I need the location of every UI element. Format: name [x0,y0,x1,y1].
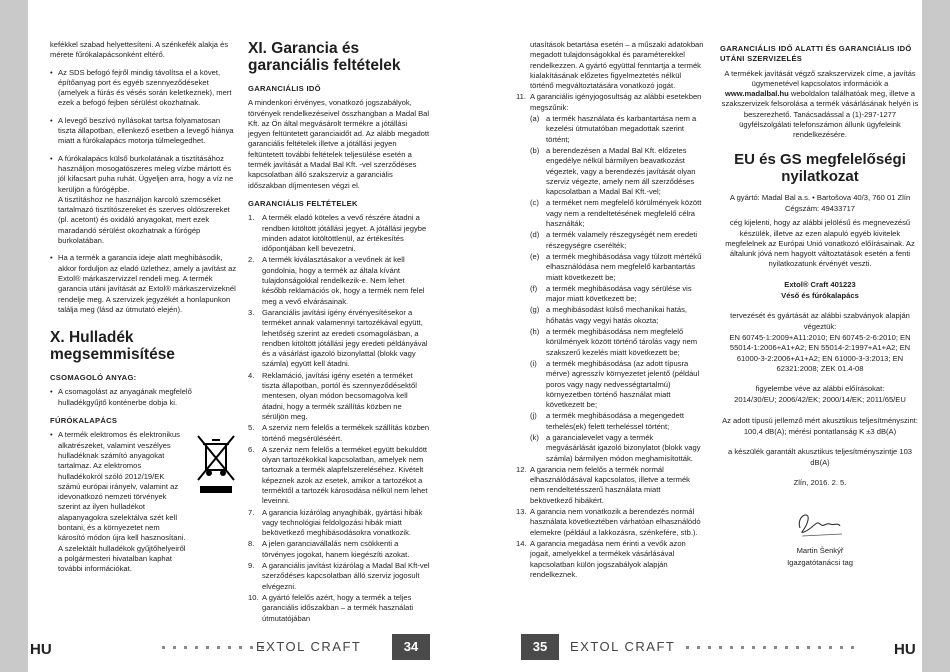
weee-bin-icon [194,432,238,498]
place-date: Zlín, 2016. 2. 5. [793,477,847,487]
exclusion-item: (b) a berendezésen a Madal Bal Kft. előzetes engedélye nélkül bármilyen beavatkozást végeztek, vagy a berendezés javítását olyan szerviz végezte, amely nem áll szerződéses kapcsolatban a Madal Bal Kft.-vel; [530,145,696,197]
heading-packaging: CSOMAGOLÓ ANYAG: [50,373,137,383]
declaration-text: cég kijelenti, hogy az alábbi jelölésű és megnevezésű készülék, illetve az ezen alapuló egyéb kivitelek megfelelnek az Európai Unió vonatkozó előírásainak. Az általunk jóvá nem hagyott változtatások esetén a fenti nyilatkozatunk érvényét veszti. [725,218,915,269]
exclusion-item: (c) a terméket nem megfelelő körülmények között vagy nem a rendeltetésének megfelelő célra használták; [530,198,702,229]
heading-service: GARANCIÁLIS IDŐ ALATTI ÉS GARANCIÁLIS IDŐ UTÁNI SZERVIZELÉS [720,44,912,64]
condition-item: 8. A jelen garanciavállalás nem csökkenti a törvényes jogokat, hanem kiegészíti azokat. [248,539,410,559]
bullet-service: • Ha a termék a garancia ideje alatt meghibásodik, akkor forduljon az eladó üzlethez, amely a javítást az Extol® márkaszervizzel rendeli meg. A termék garancia utáni javítását az Extol® márkaszervizeknél rendelje meg. A szervizek jegyzékét a honlapunkon találja meg (lásd az útmutató elején). [50,253,238,315]
condition-item: 1. A termék eladó köteles a vevő részére átadni a rendben kitöltött jótállási jegyet. A jótállási jegybe minden adatot kitöltöttlenül, az értékesítés időpontjában kell bevezetni. [248,213,427,254]
condition-item: 11. A garanciális igényjogosultság az alábbi esetekben megszűnik: [516,92,702,112]
condition-item: 7. A garancia kizárólag anyaghibák, gyártási hibák vagy technológiai feldolgozási hibák miatt bekövetkező meghibásodásokra vonatkozik. [248,507,423,538]
noise-level-label: Az adott típusú jellemző mért akusztikus teljesítményszint: [722,415,918,425]
directives-list: 2014/30/EU; 2006/42/EK; 2000/14/EK; 2011/65/EU [734,395,906,405]
heading-drill: FÚRÓKALAPÁCS [50,416,118,426]
condition-item: 9. A garanciális javítást kizárólag a Madal Bal Kft-vel szerződéses kapcsolatban álló szerviz jogosult elvégezni. [248,561,430,591]
signer-name: Martin Šenkýř [796,546,844,556]
exclusion-item: (h) a termék meghibásodása nem megfelelő körülmények között történő tárolás vagy nem szakszerű kezelés miatt következett be; [530,327,698,357]
exclusion-item: (d) a termék valamely részegységét nem eredeti részegységre cserélték; [530,230,698,250]
exclusion-item: (i) a termék meghibásodása (az adott típusra mérve) agresszív környezetet jelentő (például poros vagy nagy nedvességtartalmú) környezetben történő használat miatt következett be; [530,358,700,410]
right-gutter [922,0,950,672]
directives-intro: figyelembe véve az alábbi előírásokat: [755,384,885,394]
warranty-period-text: A mindenkori érvényes, vonatkozó jogszabályok, törvények rendelkezéseivel összhangban a Madal Bal Kft. az Ön által megvásárolt termékre a jótállási jegyen feltüntetett garanciaidőt ad. Az alább megadott garanciális feltételek illetve a jótállási jegyen feltüntetett további feltételek teljesülése esetén a termék javítását a Madal Bal Kft. -vel szerződéses kapcsolatban álló szakszerviz a garanciális időszakban díjmentesen végzi el. [248,98,430,190]
column-2 [248,40,430,625]
footer-dots-left [162,646,264,652]
noise-level-value: 100,4 dB(A); mérési pontatlanság K ±3 dB(A) [743,427,897,437]
manufacturer: A gyártó: Madal Bal a.s. • Bartošova 40/3, 760 01 Zlín [729,192,911,202]
exclusion-item: (g) a meghibásodást külső mechanikai hatás, hőhatás vagy vegyi hatás okozta; [530,305,687,325]
heading-warranty-conditions: GARANCIÁLIS FELTÉTELEK [248,198,358,208]
column-1 [50,40,238,581]
condition-item: 14. A garancia megadása nem érinti a vevők azon jogait, amelyekkel a termékek vásárlásával kapcsolatban külön jogszabályok alapján rendelkeznek. [516,538,686,579]
left-gutter [0,0,28,672]
signer-role: Igazgatótanácsi tag [787,557,853,567]
heading-conformity: EU és GS megfelelőségi nyilatkozat [734,150,906,185]
service-text: A termékek javítását végző szakszervizek címe, a javítás ügymenetével kapcsolatos információk a www.madalbal.hu weboldalon találhatóak meg, illetve a szakszervizek felsorolása a termék vásárlásának helyén is beszerezhető. Tanácsadással a (1)-297-1277 ügyfélszolgálati telefonszámon állunk ügyfeleink rendelkezésére. [721,68,919,140]
page-number-right: 35 [521,634,559,660]
exclusion-item: (a) a termék használata és karbantartása nem a kezelési útmutatóban megadottak szerint történt; [530,114,697,144]
standards-intro: tervezését és gyártását az alábbi szabványok alapján végeztük: [730,311,910,331]
condition-item: 2. A termék kiválasztásakor a vevőnek át kell gondolnia, hogy a termék az általa kívánt tulajdonságokkal rendelkezik-e. Nem lehet később reklamációs ok, hogy a termék nem felel meg a vevő elvárásainak. [248,255,425,306]
condition-item: 10. A gyártó felelős azért, hogy a termék a teljes garanciális időszakban – a termék használati útmutatójában [248,592,414,623]
exclusion-list [516,114,704,464]
footer-dots-right [686,646,854,652]
column-3 [516,40,704,581]
bullet-clean: • A fúrókalapács külső burkolatának a tisztításához használjon mosogatószeres meleg vízbe mártott és jól kifacsart puha ruhát. Ügyeljen arra, hogy a víz ne kerüljön a fúrógépbe. A tisztításhoz ne használjon karcoló szemcséket tartalmazó tisztítószereket és szerves oldószereket (pl. acetont) és oxidáló anyagokat, mert ezek maradandó sérülést okozhatnak a fúrógép burkolatában. [50,154,238,247]
page-number-left: 34 [392,634,430,660]
heading-warranty-period: GARANCIÁLIS IDŐ [248,84,321,93]
condition-item: 12. A garancia nem felelős a termék normál elhasználódásával kapcsolatos, illetve a termék nem rendeltetésszerű használata miatt bekövetkező hibákért. [516,464,690,505]
website-link[interactable]: www.madalbal.hu [724,89,789,99]
brand-logo-left: EXTOL CRAFT [256,639,362,654]
guaranteed-noise: a készülék garantált akusztikus teljesítményszintje 103 dB(A) [727,447,913,467]
language-label-right: HU [894,641,916,658]
condition-item: 13. A garancia nem vonatkozik a berendezés normál használata következtében várhatóan elhasználódó elemekre (például a lakkozásra, szénkefére, stb.). [516,507,701,537]
signature-image [780,502,860,542]
product-model: Extol® Craft 401223 [784,279,856,289]
exclusion-item: (j) a termék meghibásodása a megengedett terhelés(ek) felett terheléssel történt; [530,411,685,431]
column-4 [720,40,920,569]
product-name: Véső és fúrókalapács [781,291,859,301]
bullet-sds: • Az SDS befogó fejről mindig távolítsa el a követ, építőanyag port és egyéb szennyeződéseket (amelyek a fúrás és vésés során keletkeznek), mert ezek a befogó fejben sérülést okozhatnak. [50,68,238,109]
exclusion-item: (e) a termék meghibásodása vagy túlzott mértékű elhasználódása nem megfelelő karbantartás miatt következett be; [530,251,702,282]
heading-warranty: XI. Garancia és garanciális feltételek [248,40,401,74]
bullet-air: • A levegő beszívó nyílásokat tartsa folyamatosan tiszta állapotban, ellenkező esetben a levegő hiánya miatt a fúrókalapács motorja túlmelegedhet. [50,116,238,147]
brand-logo-right: EXTOL CRAFT [570,639,676,654]
bullet-drill-waste: • A termék elektromos és elektronikus alkatrészeket, valamint veszélyes hulladéknak számító anyagokat tartalmaz. Az elektromos hulladékokról szóló 2012/19/EK számú európai irányelv, valamint az idevonatkozó nemzeti törvények szerint az ilyen hulladékot alapanyagokra szelektálva szét kell bontani, és a környezetet nem károsító módon újra kell hasznosítani. A szelektált hulladékok gyűjtőhelyeiről a polgármesteri hivatalban kaphat további információkat. [50,430,186,574]
language-label-left: HU [30,641,52,658]
standards-list: EN 60745-1:2009+A11:2010; EN 60745-2-6:2010; EN 55014-1:2006+A1+A2; EN 55014-2:1997+A1+A2; EN 61000-3-2:2006+A1+A2; EN 61000-3-3:2013; EN 62321:2008; ZEK 01.4-08 [729,332,911,373]
intro-text: kefékkel szabad helyettesíteni. A szénkefék alakja és mérete fűrókalapácsonként eltérő. [50,40,229,60]
exclusion-item: (f) a termék meghibásodása vagy sérülése vis major miatt következett be; [530,283,692,304]
heading-waste: X. Hulladék megsemmisítése [50,329,175,364]
company-id: Cégszám: 49433717 [784,203,856,213]
bullet-packaging: • A csomagolást az anyagának megfelelő hulladékgyűjtő konténerbe dobja ki. [50,387,238,408]
condition-item: 4. Reklamáció, javítási igény esetén a terméket tiszta állapotban, portól és szennyeződésektől mentesen, olyan módon becsomagolva kell átadni, hogy a termék szállítás közben ne sérüljön meg. [248,370,417,421]
condition-item: 6. A szerviz nem felelős a terméket együtt bekuldött olyan tartozékokkal kapcsolatban, amelyek nem tartoznak a termék alapfelszereléséhez. Kivételt képeznek azok az esetek, amikor a tartozékot a terméktől a tartozék károsodása nélkül nem lehet leveinni. [248,444,428,506]
condition-item: 5. A szerviz nem felelős a termékek szállítás közben történő megsérüléséért. [248,423,430,443]
condition-item: 3. Garanciális javítási igény érvényesítésekor a terméket annak valamennyi tartozékával együtt, lehetőség szerint az eredeti csomagolásban, a rendben kitöltött jótállási jegy eredeti példányával és a vásárlást igazoló bizonylattal (blokk vagy számla) együtt kell átadni. [248,307,428,369]
condition-continued: utasítások betartása esetén – a műszaki adatokban megadott tulajdonságokkal és paraméterekkel rendelkezzen. A gyártó együttal fenntartja a termék kialakításának előzetes figyelmeztetés nélkül történő megváltoztatására vonatkozó jogát. [530,40,704,91]
weee-block [50,430,238,581]
exclusion-item: (k) a garancialevelet vagy a termék megvásárlását igazoló bizonylatot (blokk vagy számla) bármilyen módon meghamisították. [530,432,701,463]
